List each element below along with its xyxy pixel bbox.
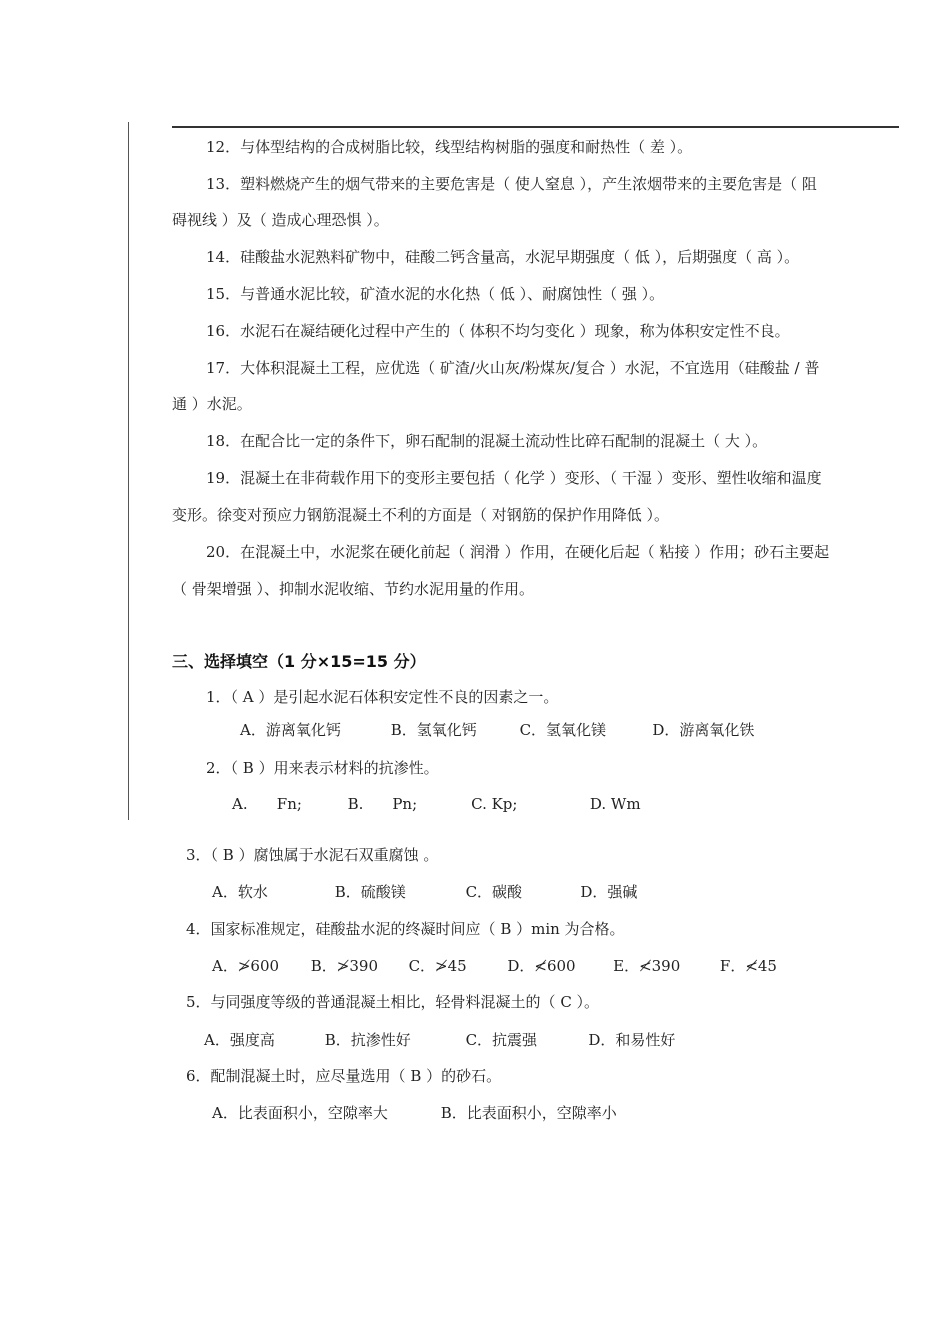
question-13-line-1: 13．塑料燃烧产生的烟气带来的主要危害是（ 使人窒息 ），产生浓烟带来的主要危害是（ 阻 (206, 175, 817, 193)
question-17-line-2: 通 ）水泥。 (172, 395, 252, 413)
option-c: C．碳酸 (465, 883, 523, 901)
choice-question-5-options (204, 1030, 675, 1050)
choice-question-2-stem: 2．（ B ）用来表示材料的抗渗性。 (206, 759, 439, 777)
option-a: A．比表面积小，空隙率大 (212, 1104, 388, 1122)
choice-question-3-options (212, 882, 637, 902)
option-a: A．游离氧化钙 (240, 721, 341, 739)
option-a: A．≯600 (212, 957, 280, 975)
option-a-value: Fn; (276, 795, 302, 813)
question-13-line-2: 碍视线 ）及（ 造成心理恐惧 ）。 (172, 211, 389, 229)
option-b: B．≯390 (310, 957, 379, 975)
option-b: B．比表面积小，空隙率小 (440, 1104, 617, 1122)
question-15: 15．与普通水泥比较，矿渣水泥的水化热（ 低 ）、耐腐蚀性（ 强 ）。 (206, 285, 665, 303)
margin-vertical-rule (128, 122, 129, 820)
question-17-line-1: 17．大体积混凝土工程，应优选（ 矿渣/火山灰/粉煤灰/复合 ）水泥，不宜选用（硅酸盐 / 普 (206, 359, 820, 377)
option-b: B．硫酸镁 (334, 883, 406, 901)
choice-question-5-stem: 5．与同强度等级的普通混凝土相比，轻骨料混凝土的（ C ）。 (186, 993, 600, 1011)
question-20-line-1: 20．在混凝土中，水泥浆在硬化前起（ 润滑 ）作用，在硬化后起（ 粘接 ）作用；砂石主要起 (206, 543, 830, 561)
section-3-title: 三、选择填空（1 分×15=15 分） (172, 652, 426, 671)
choice-question-6-options (212, 1103, 617, 1123)
option-c: C．氢氧化镁 (519, 721, 607, 739)
option-f: F．≮45 (719, 957, 777, 975)
choice-question-1-stem: 1．（ A ）是引起水泥石体积安定性不良的因素之一。 (206, 688, 559, 706)
question-19-line-2: 变形。徐变对预应力钢筋混凝土不利的方面是（ 对钢筋的保护作用降低 ）。 (172, 506, 670, 524)
option-e: E．≮390 (613, 957, 681, 975)
option-d: D．游离氧化铁 (652, 721, 755, 739)
option-a-label: A. (232, 795, 248, 813)
question-18: 18．在配合比一定的条件下，卵石配制的混凝土流动性比碎石配制的混凝土（ 大 ）。 (206, 432, 768, 450)
header-horizontal-rule (172, 126, 899, 128)
option-b: B．抗渗性好 (324, 1031, 411, 1049)
question-19-line-1: 19．混凝土在非荷载作用下的变形主要包括（ 化学 ）变形、（ 干湿 ）变形、塑性收缩和温度 (206, 469, 822, 487)
option-c: C．≯45 (408, 957, 467, 975)
choice-question-1-options (240, 720, 754, 740)
option-c: C. Kp; (471, 795, 518, 813)
choice-question-3-stem: 3．（ B ）腐蚀属于水泥石双重腐蚀 。 (186, 846, 439, 864)
question-20-line-2: （ 骨架增强 ）、抑制水泥收缩、节约水泥用量的作用。 (172, 580, 535, 598)
question-14: 14．硅酸盐水泥熟料矿物中，硅酸二钙含量高，水泥早期强度（ 低 ），后期强度（ 高 ）。 (206, 248, 800, 266)
option-d: D．和易性好 (588, 1031, 676, 1049)
question-12: 12．与体型结构的合成树脂比较，线型结构树脂的强度和耐热性（ 差 ）。 (206, 138, 693, 156)
option-a: A．软水 (212, 883, 268, 901)
option-a: A．强度高 (204, 1031, 275, 1049)
question-16: 16．水泥石在凝结硬化过程中产生的（ 体积不均匀变化 ）现象，称为体积安定性不良。 (206, 322, 790, 340)
choice-question-4-stem: 4．国家标准规定，硅酸盐水泥的终凝时间应（ B ）min 为合格。 (186, 920, 625, 938)
option-c: C．抗震强 (465, 1031, 538, 1049)
option-b: B．氢氧化钙 (390, 721, 477, 739)
option-d: D. Wm (589, 795, 641, 813)
option-b-value: Pn; (392, 795, 418, 813)
choice-question-2-options (232, 794, 641, 814)
option-d: D．强碱 (580, 883, 638, 901)
choice-question-6-stem: 6．配制混凝土时，应尽量选用（ B ）的砂石。 (186, 1067, 502, 1085)
option-b-label: B. (347, 795, 364, 813)
choice-question-4-options (212, 956, 777, 976)
option-d: D．≮600 (507, 957, 576, 975)
